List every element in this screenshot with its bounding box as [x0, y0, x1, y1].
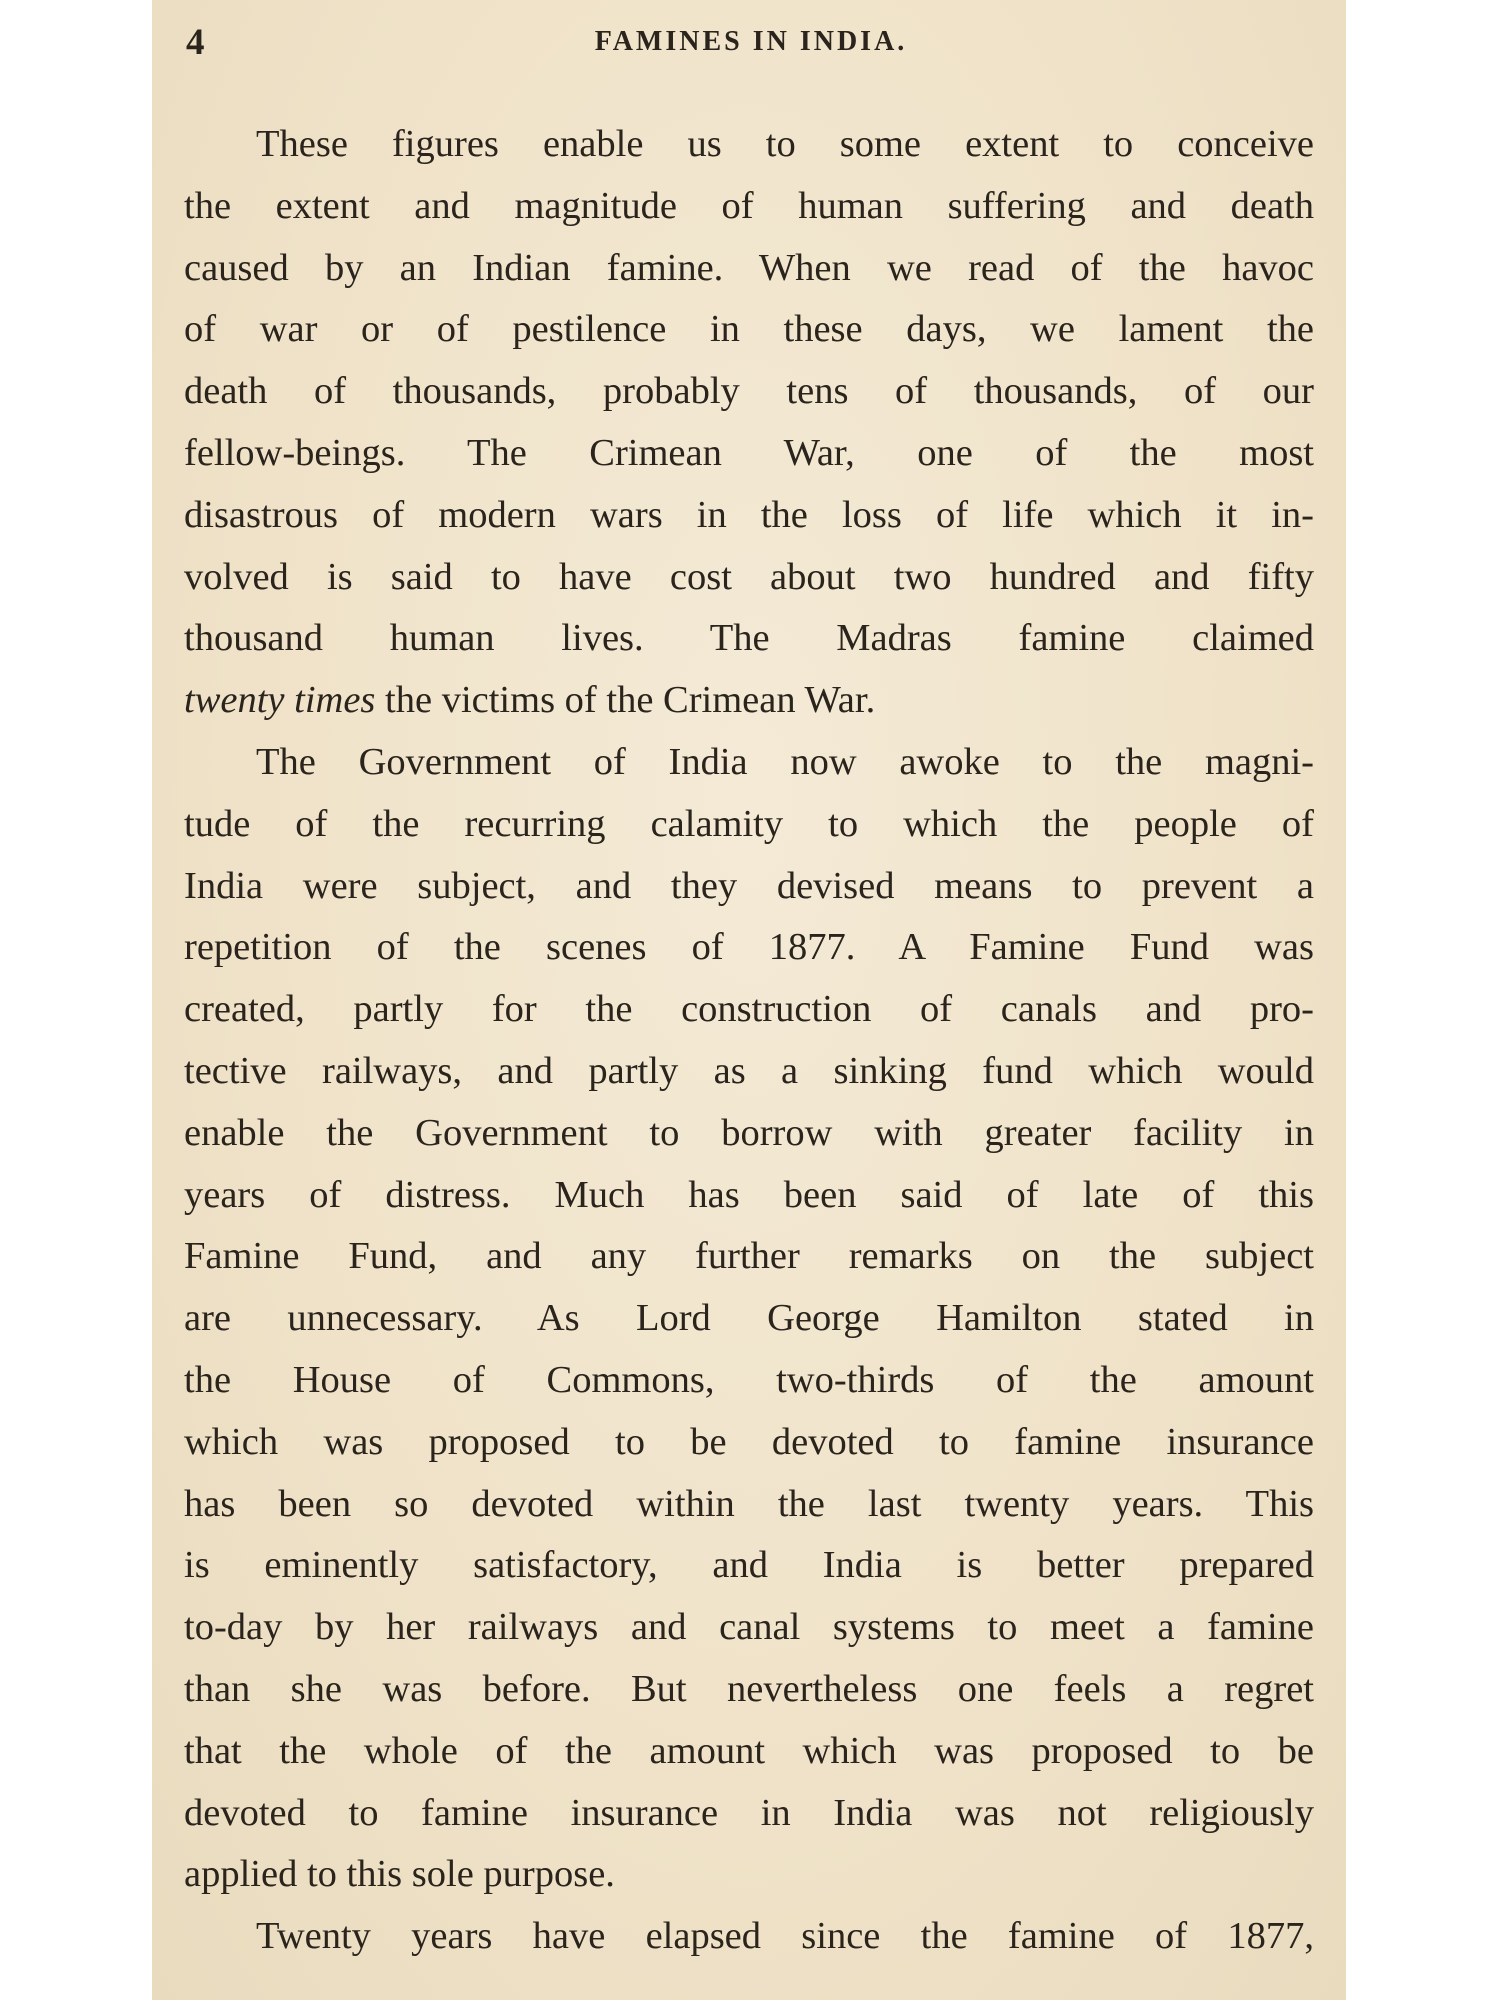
page-number: 4 [186, 22, 205, 63]
running-title: FAMINES IN INDIA. [594, 26, 908, 57]
text-line: created, partly for the construction of canals and pro- [184, 988, 1314, 1031]
text-line: enable the Government to borrow with greater facility in [184, 1111, 1314, 1154]
text-line: tective railways, and partly as a sinking fund which would [184, 1049, 1314, 1092]
text-line: tude of the recurring calamity to which the people of [184, 802, 1314, 845]
text-line: fellow-beings. The Crimean War, one of the most [184, 431, 1314, 474]
text-line: volved is said to have cost about two hundred and fifty [184, 555, 1314, 598]
text-line: than she was before. But nevertheless one feels a regret [184, 1667, 1314, 1710]
book-page [152, 0, 1346, 2000]
text-line: is eminently satisfactory, and India is better prepared [184, 1544, 1314, 1587]
text-line: death of thousands, probably tens of thousands, of our [184, 370, 1314, 413]
text-line: thousand human lives. The Madras famine claimed [184, 617, 1314, 660]
text-line: India were subject, and they devised means to prevent a [184, 864, 1314, 907]
text-line: of war or of pestilence in these days, we lament the [184, 308, 1314, 351]
text-line: are unnecessary. As Lord George Hamilton stated in [184, 1297, 1314, 1340]
text-line: repetition of the scenes of 1877. A Famine Fund was [184, 926, 1314, 969]
text-line: the victims of the Crimean War. [385, 679, 876, 722]
text-line: devoted to famine insurance in India was not religiously [184, 1791, 1314, 1834]
text-line: that the whole of the amount which was proposed to be [184, 1729, 1314, 1772]
body-text [184, 114, 1314, 1968]
text-line: the House of Commons, two-thirds of the amount [184, 1358, 1314, 1401]
text-line-with-italic [184, 670, 1314, 732]
text-line: the extent and magnitude of human suffering and death [184, 184, 1314, 227]
italic-phrase: twenty times [184, 679, 376, 722]
text-line: years of distress. Much has been said of late of this [184, 1173, 1314, 1216]
text-line: These figures enable us to some extent to conceive [256, 123, 1314, 165]
text-line: to-day by her railways and canal systems to meet a famine [184, 1606, 1314, 1649]
text-line: caused by an Indian famine. When we read of the havoc [184, 246, 1314, 289]
text-line: applied to this sole purpose. [184, 1853, 615, 1896]
text-line: which was proposed to be devoted to famine insurance [184, 1420, 1314, 1463]
running-head [186, 18, 1316, 70]
text-line: disastrous of modern wars in the loss of life which it in- [184, 493, 1314, 536]
text-line: Twenty years have elapsed since the famine of 1877, [256, 1915, 1314, 1958]
text-line: has been so devoted within the last twenty years. This [184, 1482, 1314, 1525]
text-line: The Government of India now awoke to the magni- [256, 740, 1314, 783]
text-line: Famine Fund, and any further remarks on the subject [184, 1235, 1314, 1278]
